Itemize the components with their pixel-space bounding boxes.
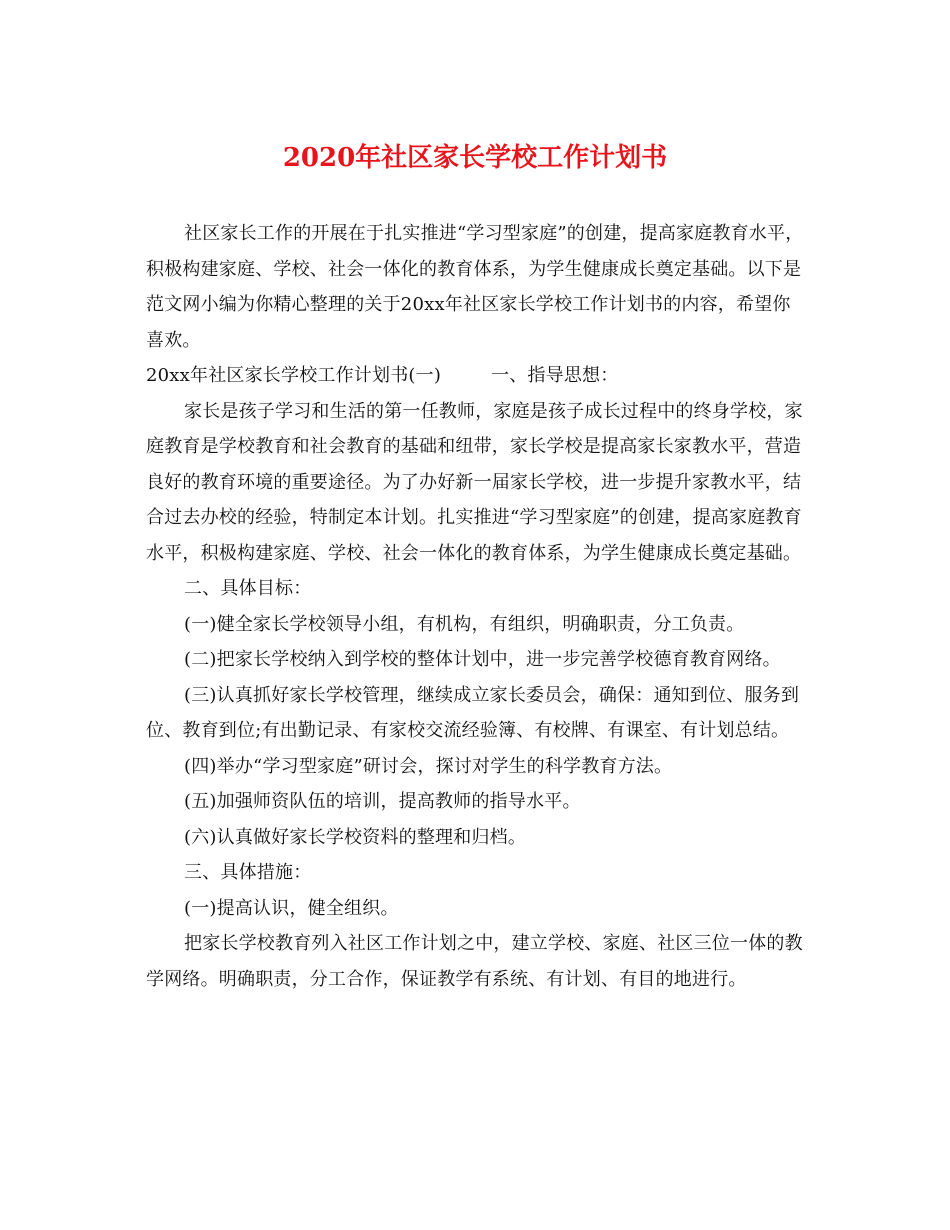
list-item: (五)加强师资队伍的培训，提高教师的指导水平。	[184, 791, 581, 812]
document-title: 2020年社区家长学校工作计划书	[282, 143, 668, 173]
list-item: (四)举办“学习型家庭”研讨会，探讨对学生的科学教育方法。	[184, 755, 673, 777]
list-item: (三)认真抓好家长学校管理，继续成立家长委员会，确保：通知到位、服务到位、教育到位;有出勤记录、有家校交流经验簿、有校牌、有课室、有计划总结。	[146, 684, 800, 741]
section1-paragraph: 家长是孩子学习和生活的第一任教师，家庭是孩子成长过程中的终身学校，家庭教育是学校教育和社会教育的基础和纽带，家长学校是提高家长家教水平，营造良好的教育环境的重要途径。为了办好新一届家长学校，进一步提升家教水平，结合过去办校的经验，特制定本计划。扎实推进“学习型家庭”的创建，提高家庭教育水平，积极构建家庭、学校、社会一体化的教育体系，为学生健康成长奠定基础。	[146, 400, 803, 564]
section3-item: (一)提高认识，健全组织。	[184, 897, 399, 919]
section1-heading: 一、指导思想：	[491, 365, 619, 386]
list-item: (六)认真做好家长学校资料的整理和归档。	[184, 826, 527, 848]
list-item: (二)把家长学校纳入到学校的整体计划中，进一步完善学校德育教育网络。	[184, 649, 781, 670]
section2-heading: 二、具体目标：	[184, 578, 312, 599]
subtitle: 20xx年社区家长学校工作计划书(一)	[146, 365, 442, 386]
list-item: (一)健全家长学校领导小组，有机构，有组织，明确职责，分工负责。	[184, 613, 745, 635]
document-body	[146, 216, 806, 997]
section3-paragraph: 把家长学校教育列入社区工作计划之中，建立学校、家庭、社区三位一体的教学网络。明确职责，分工合作，保证教学有系统、有计划、有目的地进行。	[146, 933, 803, 990]
subtitle-line	[146, 358, 806, 394]
intro-paragraph: 社区家长工作的开展在于扎实推进“学习型家庭”的创建，提高家庭教育水平，积极构建家庭、学校、社会一体化的教育体系，为学生健康成长奠定基础。以下是范文网小编为你精心整理的关于20xx年社区家长学校工作计划书的内容，希望你喜欢。	[146, 223, 804, 351]
section3-heading: 三、具体措施：	[184, 862, 312, 883]
